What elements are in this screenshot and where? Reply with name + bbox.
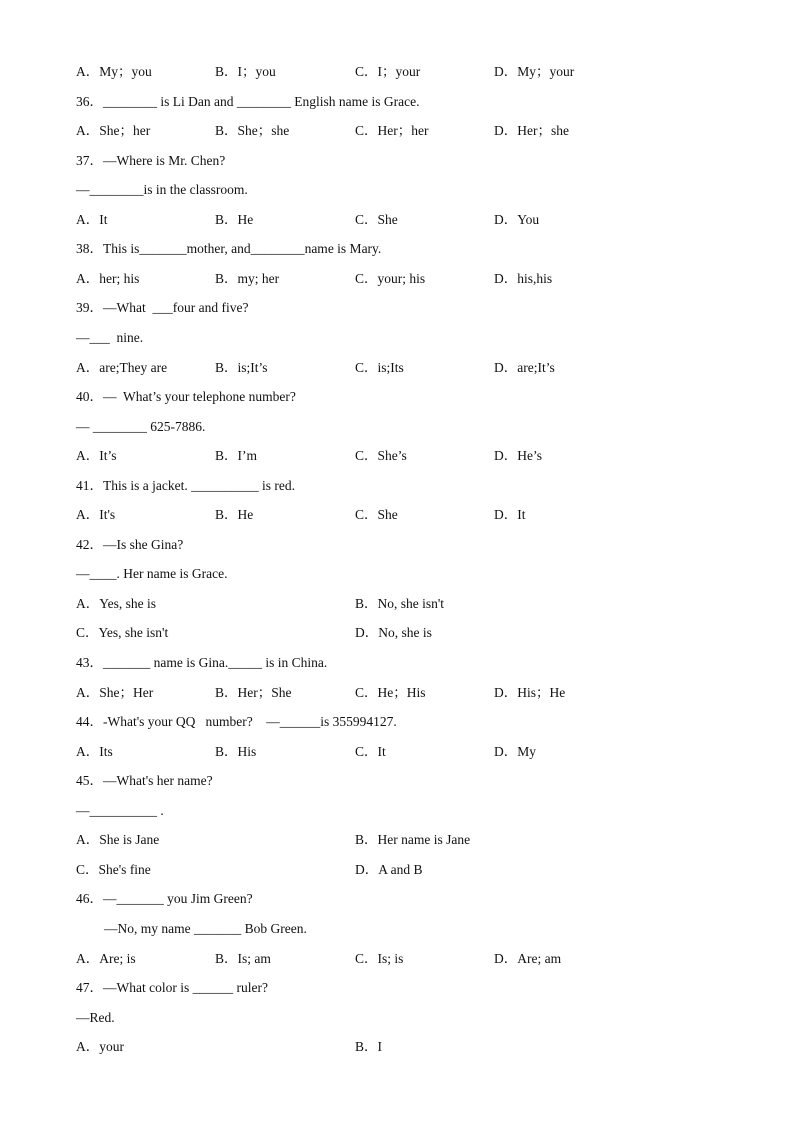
question-line bbox=[0, 771, 800, 791]
question-line bbox=[0, 1008, 800, 1028]
answer-option: C．your; his bbox=[355, 270, 426, 286]
answer-option: D．My bbox=[494, 743, 537, 759]
question-text: —__________ . bbox=[76, 802, 164, 818]
question-text: —Red. bbox=[76, 1009, 115, 1025]
options-row bbox=[0, 860, 800, 880]
answer-option: A．her; his bbox=[76, 270, 140, 286]
options-row bbox=[0, 62, 800, 82]
question-line bbox=[0, 564, 800, 584]
answer-option: D．are;It’s bbox=[494, 359, 555, 375]
answer-option: C．Her；her bbox=[355, 123, 429, 139]
answer-option: A．your bbox=[76, 1039, 124, 1055]
answer-option: C．He；His bbox=[355, 684, 426, 700]
options-row bbox=[0, 358, 800, 378]
options-row bbox=[0, 830, 800, 850]
question-text: 42．—Is she Gina? bbox=[76, 536, 184, 552]
question-line bbox=[0, 387, 800, 407]
answer-option: A．are;They are bbox=[76, 359, 168, 375]
question-text: 37．—Where is Mr. Chen? bbox=[76, 152, 226, 168]
answer-option: B．He bbox=[215, 211, 254, 227]
answer-option: A．She；her bbox=[76, 123, 151, 139]
answer-option: D．It bbox=[494, 507, 526, 523]
options-row bbox=[0, 269, 800, 289]
answer-option: D．My；your bbox=[494, 64, 575, 79]
question-text: 40．— What’s your telephone number? bbox=[76, 389, 296, 405]
options-row bbox=[0, 446, 800, 466]
question-line bbox=[0, 298, 800, 318]
answer-option: A．Its bbox=[76, 743, 113, 759]
answer-option: D．his,his bbox=[494, 270, 553, 286]
answer-option: C．She bbox=[355, 211, 398, 227]
question-line bbox=[0, 476, 800, 496]
answer-option: B．I bbox=[355, 1039, 382, 1055]
question-line bbox=[0, 978, 800, 998]
answer-option: B．His bbox=[215, 743, 257, 759]
answer-option: D．A and B bbox=[355, 861, 423, 877]
question-text: 41．This is a jacket. __________ is red. bbox=[76, 477, 295, 493]
answer-option: C．Yes, she isn't bbox=[76, 625, 169, 641]
question-line bbox=[0, 151, 800, 171]
question-line bbox=[0, 92, 800, 112]
answer-option: B．Is; am bbox=[215, 950, 271, 966]
answer-option: A．She is Jane bbox=[76, 832, 160, 848]
answer-option: D．You bbox=[494, 211, 540, 227]
answer-option: D．His；He bbox=[494, 684, 566, 700]
question-text: 47．—What color is ______ ruler? bbox=[76, 980, 268, 996]
question-line bbox=[0, 712, 800, 732]
options-row bbox=[0, 121, 800, 141]
options-row bbox=[0, 683, 800, 703]
question-line bbox=[0, 653, 800, 673]
answer-option: C．It bbox=[355, 743, 386, 759]
question-line bbox=[0, 239, 800, 259]
question-line bbox=[0, 889, 800, 909]
answer-option: C．is;Its bbox=[355, 359, 404, 375]
question-text: 45．—What's her name? bbox=[76, 773, 213, 789]
answer-option: B．He bbox=[215, 507, 254, 523]
question-text: 43．_______ name is Gina._____ is in China. bbox=[76, 655, 328, 670]
options-row bbox=[0, 210, 800, 230]
answer-option: A．Yes, she is bbox=[76, 595, 157, 611]
answer-option: A．It's bbox=[76, 507, 116, 523]
options-row bbox=[0, 742, 800, 762]
answer-option: C．I；your bbox=[355, 64, 421, 79]
question-text: 44．-What's your QQ number? —______is 355994127. bbox=[76, 714, 397, 730]
answer-option: B．No, she isn't bbox=[355, 595, 445, 611]
answer-option: B．I’m bbox=[215, 448, 257, 464]
answer-option: B．She；she bbox=[215, 123, 290, 139]
answer-option: D．Are; am bbox=[494, 950, 562, 966]
question-text: 38．This is_______mother, and________name is Mary. bbox=[76, 241, 382, 257]
answer-option: C．Is; is bbox=[355, 950, 404, 966]
options-row bbox=[0, 505, 800, 525]
answer-option: A．It’s bbox=[76, 448, 117, 464]
question-text: —________is in the classroom. bbox=[76, 182, 248, 198]
question-line bbox=[0, 328, 800, 348]
answer-option: B．Her name is Jane bbox=[355, 832, 471, 848]
question-text: 36．________ is Li Dan and ________ English name is Grace. bbox=[76, 93, 420, 109]
question-text: — ________ 625-7886. bbox=[76, 418, 206, 434]
answer-option: A．It bbox=[76, 211, 108, 227]
options-row bbox=[0, 949, 800, 969]
question-line bbox=[0, 919, 800, 939]
question-text: 46．—_______ you Jim Green? bbox=[76, 891, 253, 907]
options-row bbox=[0, 623, 800, 643]
answer-option: B．is;It’s bbox=[215, 359, 268, 375]
options-row bbox=[0, 1037, 800, 1057]
answer-option: D．He’s bbox=[494, 448, 542, 464]
question-text: —___ nine. bbox=[76, 329, 144, 345]
answer-option: B．Her；She bbox=[215, 684, 292, 700]
options-row bbox=[0, 594, 800, 614]
answer-option: B．my; her bbox=[215, 270, 280, 286]
question-text: 39．—What ___four and five? bbox=[76, 300, 249, 316]
answer-option: C．She's fine bbox=[76, 861, 151, 877]
question-text: —____. Her name is Grace. bbox=[76, 566, 228, 582]
answer-option: C．She’s bbox=[355, 448, 407, 464]
answer-option: A．She；Her bbox=[76, 684, 154, 700]
answer-option: A．Are; is bbox=[76, 950, 136, 966]
question-line bbox=[0, 801, 800, 821]
answer-option: A．My；you bbox=[76, 64, 152, 79]
answer-option: B．I；you bbox=[215, 64, 276, 79]
question-line bbox=[0, 417, 800, 437]
question-line bbox=[0, 535, 800, 555]
answer-option: D．No, she is bbox=[355, 625, 432, 641]
answer-option: C．She bbox=[355, 507, 398, 523]
answer-option: D．Her；she bbox=[494, 123, 569, 139]
question-text: —No, my name _______ Bob Green. bbox=[104, 920, 307, 936]
question-line bbox=[0, 180, 800, 200]
